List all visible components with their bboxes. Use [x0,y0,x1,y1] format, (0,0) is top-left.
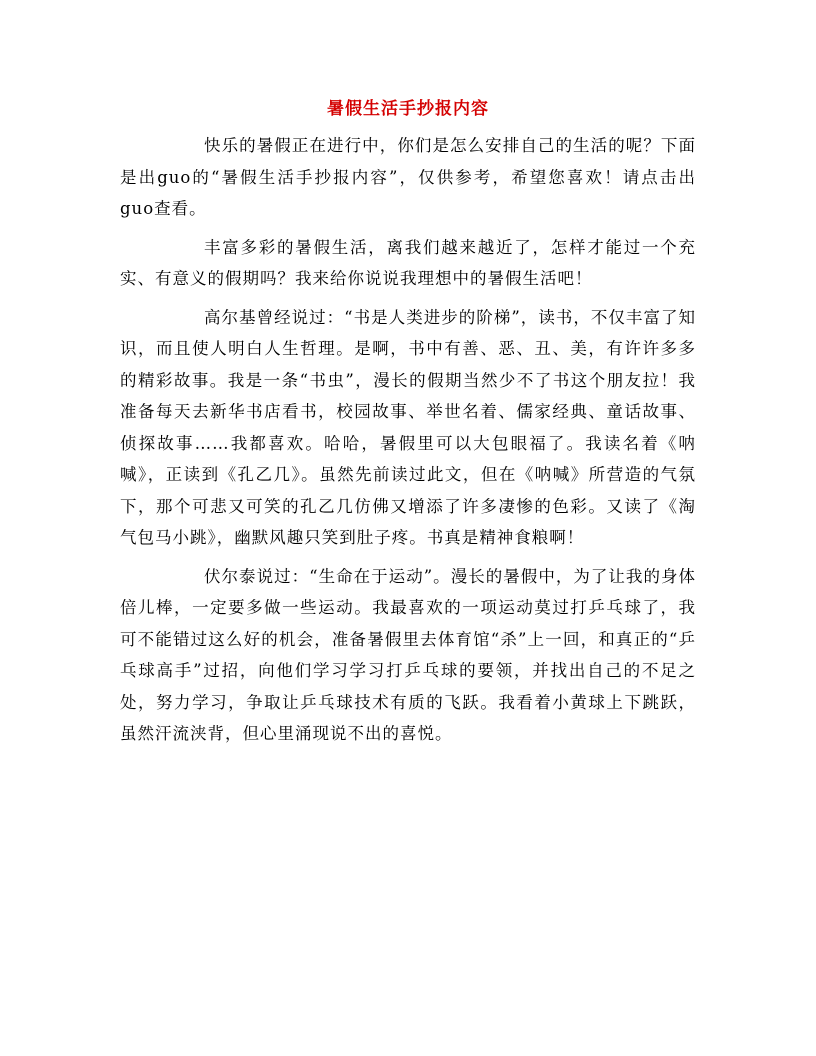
paragraph-sports: 伏尔泰说过：“生命在于运动”。漫长的暑假中，为了让我的身体倍儿棒，一定要多做一些运动。我最喜欢的一项运动莫过打乒乓球了，我可不能错过这么好的机会，准备暑假里去体育馆“杀”上一回，和真正的“乒乓球高手”过招，向他们学习学习打乒乓球的要领，并找出自己的不足之处，努力学习，争取让乒乓球技术有质的飞跃。我看着小黄球上下跳跃，虽然汗流浃背，但心里涌现说不出的喜悦。 [120,566,696,743]
paragraph-reading: 高尔基曾经说过：“书是人类进步的阶梯”，读书，不仅丰富了知识，而且使人明白人生哲理。是啊，书中有善、恶、丑、美，有许许多多的精彩故事。我是一条“书虫”，漫长的假期当然少不了书这个朋友拉！我准备每天去新华书店看书，校园故事、举世名着、儒家经典、童话故事、侦探故事……我都喜欢。哈哈，暑假里可以大包眼福了。我读名着《呐喊》，正读到《孔乙几》。虽然先前读过此文，但在《呐喊》所营造的气氛下，那个可悲又可笑的孔乙几仿佛又增添了许多凄惨的色彩。又读了《淘气包马小跳》，幽默风趣只笑到肚子疼。书真是精神食粮啊！ [120,307,696,547]
paragraph-summer-life: 丰富多彩的暑假生活，离我们越来越近了，怎样才能过一个充实、有意义的假期吗？我来给你说说我理想中的暑假生活吧！ [120,237,696,288]
document-body [120,96,696,757]
paragraph-intro: 快乐的暑假正在进行中，你们是怎么安排自己的生活的呢？下面是出guo的“暑假生活手抄报内容”，仅供参考，希望您喜欢！请点击出guo查看。 [120,136,696,218]
document-title: 暑假生活手抄报内容 [327,99,489,119]
